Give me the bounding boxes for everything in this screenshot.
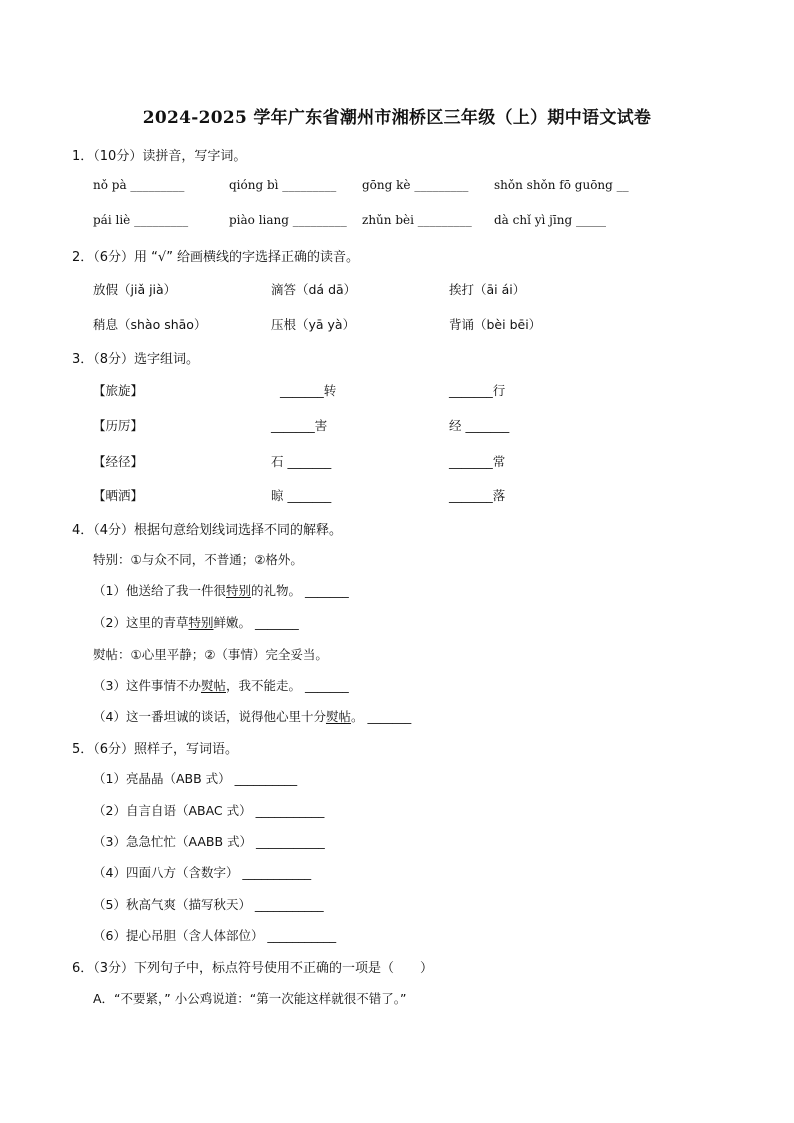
definition: 特别：①与众不同，不普通；②格外。	[93, 552, 303, 567]
sentence-text: （4）这一番坦诚的谈话，说得他心里十分	[93, 709, 326, 724]
sentence-text: （3）这件事情不办	[93, 678, 201, 693]
option-a: A．“不要紧，” 小公鸡说道：“第一次能这样就很不错了。”	[93, 991, 407, 1006]
pinyin-item: dà chǐ yì jīng _____	[494, 213, 606, 227]
question-4-stem: 4．（4分）根据句意给划线词选择不同的解释。	[72, 523, 343, 538]
sentence	[93, 707, 411, 725]
reading-choice: 稍息（shào shāo）	[93, 317, 207, 332]
word-blank: _______害	[271, 418, 328, 433]
pinyin-item: zhǔn bèi _________	[362, 213, 472, 227]
word-blank: 石 _______	[271, 454, 332, 469]
underlined-word: 熨帖	[200, 678, 226, 693]
sentence	[93, 581, 349, 599]
sentence-text: 鲜嫩。 _______	[213, 615, 299, 630]
pinyin-item: pái liè _________	[93, 213, 189, 227]
word-item: （4）四面八方（含数字） ___________	[93, 865, 312, 880]
word-item: （2）自言自语（ABAC 式） ___________	[93, 803, 325, 818]
reading-choice: 滴答（dá dā）	[271, 282, 357, 297]
pinyin-item: shǒn shǒn fō guōng __	[494, 178, 629, 192]
reading-choice: 压根（yā yà）	[271, 317, 356, 332]
pinyin-item: qióng bì _________	[229, 178, 337, 192]
reading-choice: 挨打（āi ái）	[449, 282, 526, 297]
word-blank: _______转	[280, 383, 337, 398]
pinyin-item: gōng kè _________	[362, 178, 469, 192]
underlined-word: 特别	[225, 583, 251, 598]
pinyin-item: nǒ pà _________	[93, 178, 185, 192]
sentence	[93, 613, 299, 631]
pinyin-item: piào liang _________	[229, 213, 347, 227]
sentence-text: ，我不能走。 _______	[225, 678, 349, 693]
reading-choice: 放假（jiǎ jià）	[93, 282, 177, 297]
word-blank: _______行	[449, 383, 506, 398]
question-1-stem: 1．（10分）读拼音，写字词。	[72, 149, 247, 164]
sentence-text: （2）这里的青草	[93, 615, 189, 630]
question-5-stem: 5．（6分）照样子，写词语。	[72, 742, 239, 757]
char-group-label: 【历厉】	[93, 418, 144, 433]
char-group-label: 【晒洒】	[93, 488, 144, 503]
word-item: （1）亮晶晶（ABB 式） __________	[93, 771, 298, 786]
word-item: （3）急急忙忙（AABB 式） ___________	[93, 834, 325, 849]
char-group-label: 【旅旋】	[93, 383, 144, 398]
underlined-word: 特别	[188, 615, 214, 630]
word-blank: 晾 _______	[271, 488, 332, 503]
word-blank: _______常	[449, 454, 506, 469]
page-title: 2024-2025 学年广东省潮州市湘桥区三年级（上）期中语文试卷	[142, 108, 652, 128]
underlined-word: 熨帖	[325, 709, 351, 724]
question-2-stem: 2．（6分）用 “√” 给画横线的字选择正确的读音。	[72, 250, 360, 265]
sentence-text: 的礼物。 _______	[250, 583, 349, 598]
sentence-text: （1）他送给了我一件很	[93, 583, 226, 598]
word-item: （6）提心吊胆（含人体部位） ___________	[93, 928, 337, 943]
char-group-label: 【经径】	[93, 454, 144, 469]
sentence-text: 。 _______	[350, 709, 412, 724]
question-3-stem: 3．（8分）选字组词。	[72, 352, 200, 367]
word-blank: _______落	[449, 488, 506, 503]
word-item: （5）秋高气爽（描写秋天） ___________	[93, 897, 324, 912]
sentence	[93, 676, 349, 694]
question-6-stem: 6．（3分）下列句子中，标点符号使用不正确的一项是（ ）	[72, 961, 434, 976]
definition: 熨帖：①心里平静；②（事情）完全妥当。	[93, 647, 328, 662]
reading-choice: 背诵（bèi bēi）	[449, 317, 542, 332]
word-blank: 经 _______	[449, 418, 510, 433]
